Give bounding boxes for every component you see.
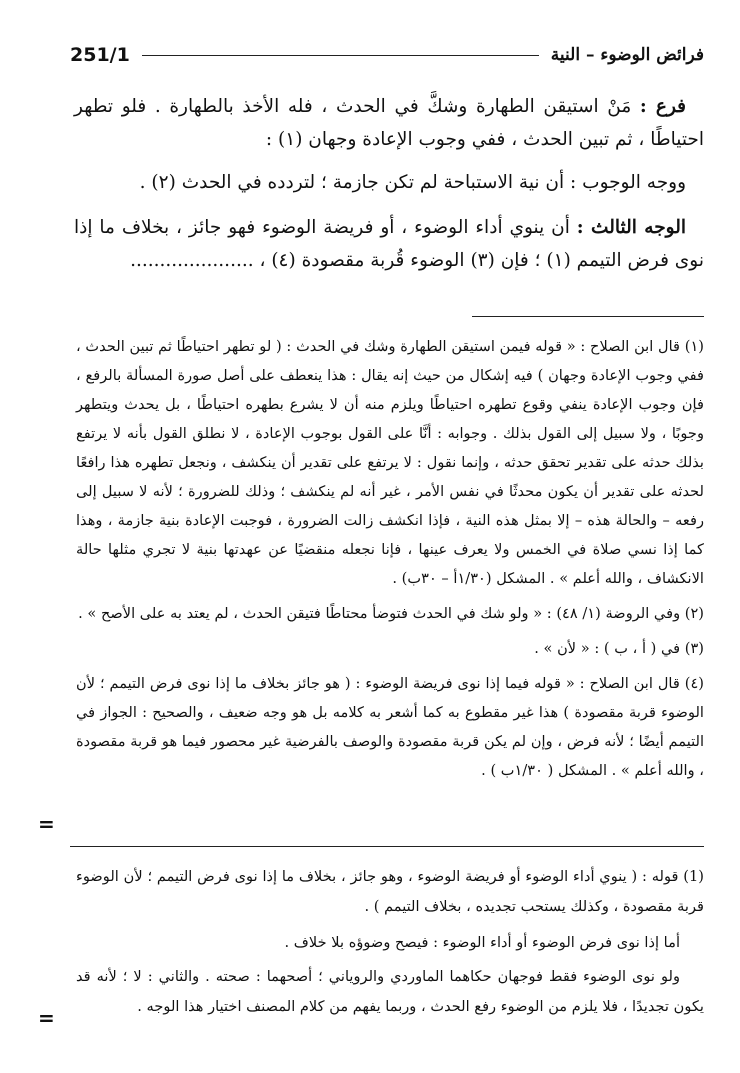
running-title: فرائض الوضوء – النية [550,45,704,65]
page-header [70,40,704,70]
footnote-2: (٢) وفي الروضة (١/ ٤٨) : « ولو شك في الحدث فتوضأ محتاطًا فتيقن الحدث ، لم يعتد به على الأصح » . [78,605,704,622]
footnotes-lower [76,862,704,1022]
footnote-1: (١) قال ابن الصلاح : « قوله فيمن استيقن الطهارة وشك في الحدث : ( لو تطهر احتياطًا ثم تبين الحدث ، ففي وجوب الإعادة وجهان ) فيه إشكال من حيث إنه يقال : هذا ينعطف على أصل صورة المسألة بالرفع ، فإن وجوب الإعادة ينفي وقوع تطهره احتياطًا ويلزم منه أن لا يشرع بطهره احتياطًا ، بل يحدث ويتطهر وجوبًا ، ولا سبيل إلى القول بذلك . وجوابه : أنَّا على القول بوجوب الإعادة ، لا نطلق القول بأنه لا يرتفع بذلك حدثه على تقدير تحقق حدثه ، وإنما نقول : لا يرتفع على تقدير أن ينكشف ، ونجعل تطهره هذا رافعًا لحدثه على تقدير أن يكون محدثًا في نفس الأمر ، غير أنه لم ينكشف ؛ وذلك للضرورة ؛ لأنه لا سبيل إلى رفعه – والحالة هذه – إلا بمثل هذه النية ، فإذا انكشف زالت الضرورة ، فوجبت الإعادة بنية جازمة ، وهذا كما إذا نسي صلاة في الخمس ولا يعرف عينها ، فإنا نجعله منقضيًا عن عهدتها بنية لا تجري مثلها حالة الانكشاف ، والله أعلم » . المشكل (١/٣٠أ – ٣٠ب) . [76,338,704,587]
main-paragraph-3: الوجه الثالث : أن ينوي أداء الوضوء ، أو فريضة الوضوء فهو جائز ، بخلاف ما إذا نوى فرض التيمم (١) ؛ فإن (٣) الوضوء قُربة مقصودة (٤) ، ..................... [74,217,704,271]
header-rule [142,55,539,56]
editor-note-3: ولو نوى الوضوء فقط فوجهان حكاهما الماوردي والروياني ؛ أصحهما : صحته . والثاني : لا ؛ لأنه قد يكون تجديدًا ، فلا يلزم من الوضوء رفع الحدث ، وربما يفهم من كلام المصنف اختيار هذا الوجه . [76,968,704,1015]
editor-note-2: أما إذا نوى فرض الوضوء أو أداء الوضوء : فيصح وضوؤه بلا خلاف . [284,934,680,951]
editor-note-separator [70,846,704,847]
footnote-3: (٣) في ( أ ، ب ) : « لأن » . [534,640,704,657]
footnotes-upper [76,332,704,785]
main-paragraph-1: فرع : مَنْ استيقن الطهارة وشكَّ في الحدث ، فله الأخذ بالطهارة . فلو تطهر احتياطًا ، ثم تبين الحدث ، ففي وجوب الإعادة وجهان (١) : [74,96,704,150]
footnote-4: (٤) قال ابن الصلاح : « قوله فيما إذا نوى فريضة الوضوء : ( هو جائز بخلاف ما إذا نوى فرض التيمم ؛ لأن الوضوء قربة مقصودة ) هذا غير مقطوع به كما أشعر به كلامه بل هو وجه ضعيف ، والصحيح : الجواز في التيمم أيضًا ؛ لأنه فرض ، وإن لم يكن قربة مقصودة والوصف بالفرضية غير محصور فيما هو قربة مقصودة ، والله أعلم » . المشكل ( ١/٣٠ب ) . [76,675,704,779]
main-paragraph-2: ووجه الوجوب : أن نية الاستباحة لم تكن جازمة ؛ لتردده في الحدث (٢) . [139,172,686,193]
far-label: فرع : [639,96,687,117]
page-number: 251/1 [70,44,130,66]
editor-note-1: (1) قوله : ( ينوي أداء الوضوء أو فريضة الوضوء ، وهو جائز ، بخلاف ما إذا نوى فرض التيمم ؛ لأن الوضوء قربة مقصودة ، وكذلك يستحب تجديده ، بخلاف التيمم ) . [76,868,704,915]
third-aspect-label: الوجه الثالث : [576,217,686,238]
main-text [74,90,704,277]
margin-mark: = [38,1006,55,1030]
margin-mark: = [38,812,55,836]
footnote-separator [472,316,704,317]
